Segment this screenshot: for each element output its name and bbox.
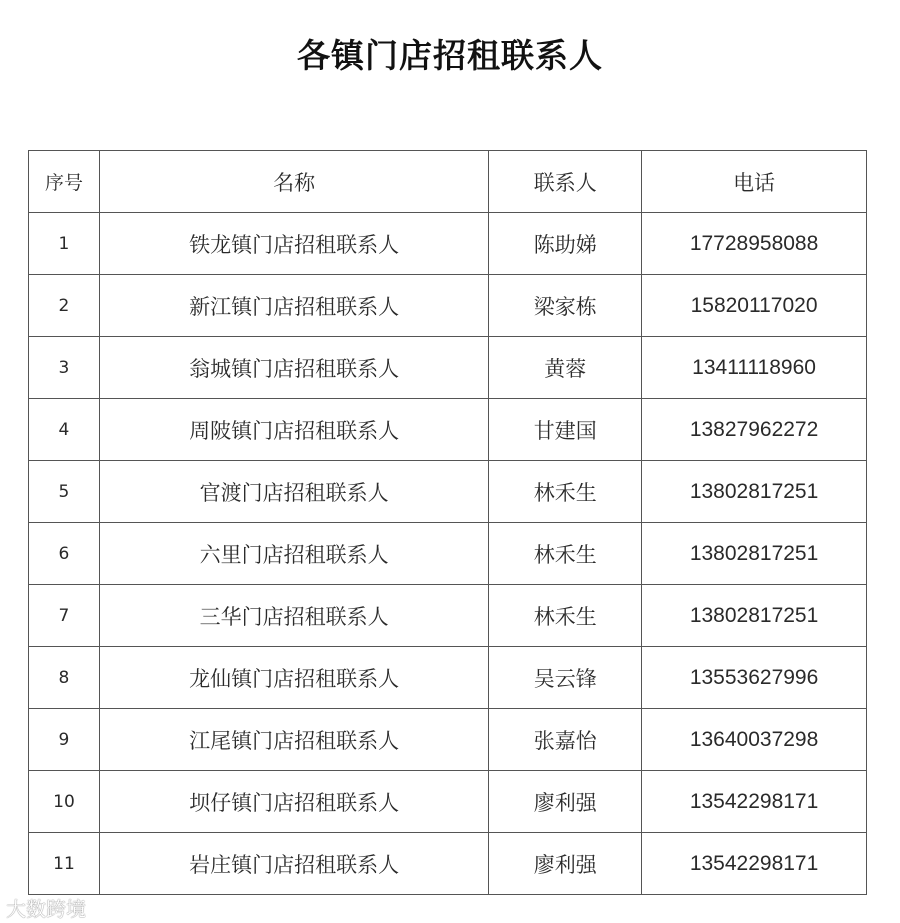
cell-name: 翁城镇门店招租联系人 — [99, 337, 488, 399]
cell-index: 7 — [29, 585, 100, 647]
cell-name: 龙仙镇门店招租联系人 — [99, 647, 488, 709]
cell-name: 三华门店招租联系人 — [99, 585, 488, 647]
cell-index: 3 — [29, 337, 100, 399]
cell-index: 2 — [29, 275, 100, 337]
cell-index: 4 — [29, 399, 100, 461]
cell-phone: 13542298171 — [642, 833, 867, 895]
header-phone: 电话 — [642, 151, 867, 213]
cell-phone: 13802817251 — [642, 523, 867, 585]
header-index: 序号 — [29, 151, 100, 213]
table-row — [29, 585, 867, 647]
cell-contact: 廖利强 — [489, 833, 642, 895]
cell-name: 新江镇门店招租联系人 — [99, 275, 488, 337]
cell-contact: 黄蓉 — [489, 337, 642, 399]
cell-phone: 13542298171 — [642, 771, 867, 833]
cell-phone: 13640037298 — [642, 709, 867, 771]
cell-name: 铁龙镇门店招租联系人 — [99, 213, 488, 275]
header-name: 名称 — [99, 151, 488, 213]
cell-phone: 13802817251 — [642, 585, 867, 647]
table-row — [29, 461, 867, 523]
table-row — [29, 399, 867, 461]
cell-name: 坝仔镇门店招租联系人 — [99, 771, 488, 833]
cell-name: 官渡门店招租联系人 — [99, 461, 488, 523]
watermark: 大数跨境 — [6, 897, 86, 921]
cell-phone: 13802817251 — [642, 461, 867, 523]
cell-name: 江尾镇门店招租联系人 — [99, 709, 488, 771]
cell-contact: 甘建国 — [489, 399, 642, 461]
cell-phone: 13411118960 — [642, 337, 867, 399]
cell-index: 1 — [29, 213, 100, 275]
cell-contact: 廖利强 — [489, 771, 642, 833]
cell-phone: 17728958088 — [642, 213, 867, 275]
table-row — [29, 771, 867, 833]
cell-index: 6 — [29, 523, 100, 585]
cell-contact: 张嘉怡 — [489, 709, 642, 771]
cell-name: 岩庄镇门店招租联系人 — [99, 833, 488, 895]
contacts-table — [28, 150, 867, 895]
cell-name: 周陂镇门店招租联系人 — [99, 399, 488, 461]
table-row — [29, 523, 867, 585]
cell-contact: 林禾生 — [489, 585, 642, 647]
cell-phone: 15820117020 — [642, 275, 867, 337]
table-row — [29, 275, 867, 337]
page-title: 各镇门店招租联系人 — [297, 36, 603, 75]
table-row — [29, 647, 867, 709]
cell-contact: 林禾生 — [489, 461, 642, 523]
cell-index: 5 — [29, 461, 100, 523]
table-row — [29, 337, 867, 399]
cell-contact: 林禾生 — [489, 523, 642, 585]
cell-phone: 13827962272 — [642, 399, 867, 461]
table-row — [29, 833, 867, 895]
table-header-row — [29, 151, 867, 213]
cell-phone: 13553627996 — [642, 647, 867, 709]
cell-index: 10 — [29, 771, 100, 833]
cell-index: 8 — [29, 647, 100, 709]
header-contact: 联系人 — [489, 151, 642, 213]
cell-contact: 吴云锋 — [489, 647, 642, 709]
table-row — [29, 709, 867, 771]
cell-index: 11 — [29, 833, 100, 895]
table-row — [29, 213, 867, 275]
cell-index: 9 — [29, 709, 100, 771]
cell-contact: 陈助娣 — [489, 213, 642, 275]
cell-name: 六里门店招租联系人 — [99, 523, 488, 585]
cell-contact: 梁家栋 — [489, 275, 642, 337]
